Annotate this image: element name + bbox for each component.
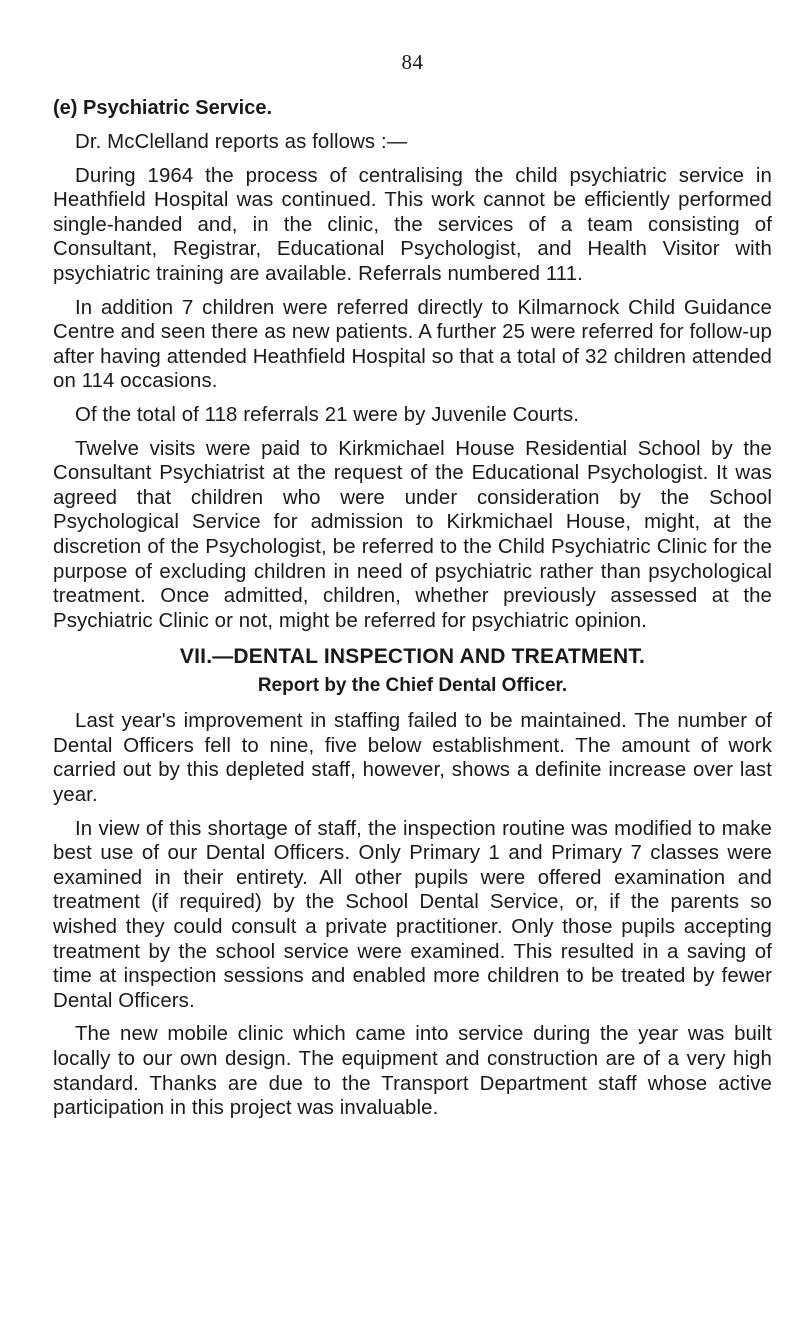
paragraph: In view of this shortage of staff, the inspection routine was modified to make best use of our Dental Officers. Only Primary 1 and Primary 7 classes were examined in their entirety. All other pupils were offered examination and treatment (if required) by the School Dental Service, or, if the parents so wished they could consult a private practitioner. Only those pupils accepting treatment by the school service were examined. This resulted in a saving of time at inspection sessions and enabled more children to be treated by fewer Dental Officers. [53,817,772,1012]
paragraph: Dr. McClelland reports as follows :— [75,131,408,153]
paragraph: In addition 7 children were referred directly to Kilmarnock Child Guidance Centre and seen there as new patients. A further 25 were referred for follow-up after having attended Heathfield Hospital so that a total of 32 children attended on 114 occasions. [53,296,772,393]
paragraph: Twelve visits were paid to Kirkmichael House Residential School by the Consultant Psychiatrist at the request of the Educational Psychologist. It was agreed that children who were under consideration by the School Psychological Service for admission to Kirkmichael House, might, at the discretion of the Psychologist, be referred to the Child Psychiatric Clinic for the purpose of excluding children in need of psychiatric rather than psychological treatment. Once admitted, children, whether previously assessed at the Psychiatric Clinic or not, might be referred for psychiatric opinion. [53,437,772,632]
page-number: 84 [401,50,424,74]
dental-section [53,645,772,1121]
paragraph: Of the total of 118 referrals 21 were by Juvenile Courts. [75,403,580,426]
psychiatric-service-section [53,97,772,633]
section-heading: (e) Psychiatric Service. [53,97,273,119]
paragraph: The new mobile clinic which came into service during the year was built locally to our own design. The equipment and construction are of a very high standard. Thanks are due to the Transport Department staff whose active participation in this project was invaluable. [53,1023,772,1120]
paragraph: During 1964 the process of centralising the child psychiatric service in Heathfield Hospital was continued. This work cannot be efficiently performed single-handed and, in the clinic, the services of a team consisting of Consultant, Registrar, Educational Psychologist, and Health Visitor with psychiatric training are available. Referrals numbered 111. [53,164,772,285]
chapter-heading: VII.—DENTAL INSPECTION AND TREATMENT. [179,645,646,669]
report-subheading: Report by the Chief Dental Officer. [257,675,568,697]
paragraph: Last year's improvement in staffing failed to be maintained. The number of Dental Officers fell to nine, five below establishment. The amount of work carried out by this depleted staff, however, shows a definite increase over last year. [53,710,772,807]
